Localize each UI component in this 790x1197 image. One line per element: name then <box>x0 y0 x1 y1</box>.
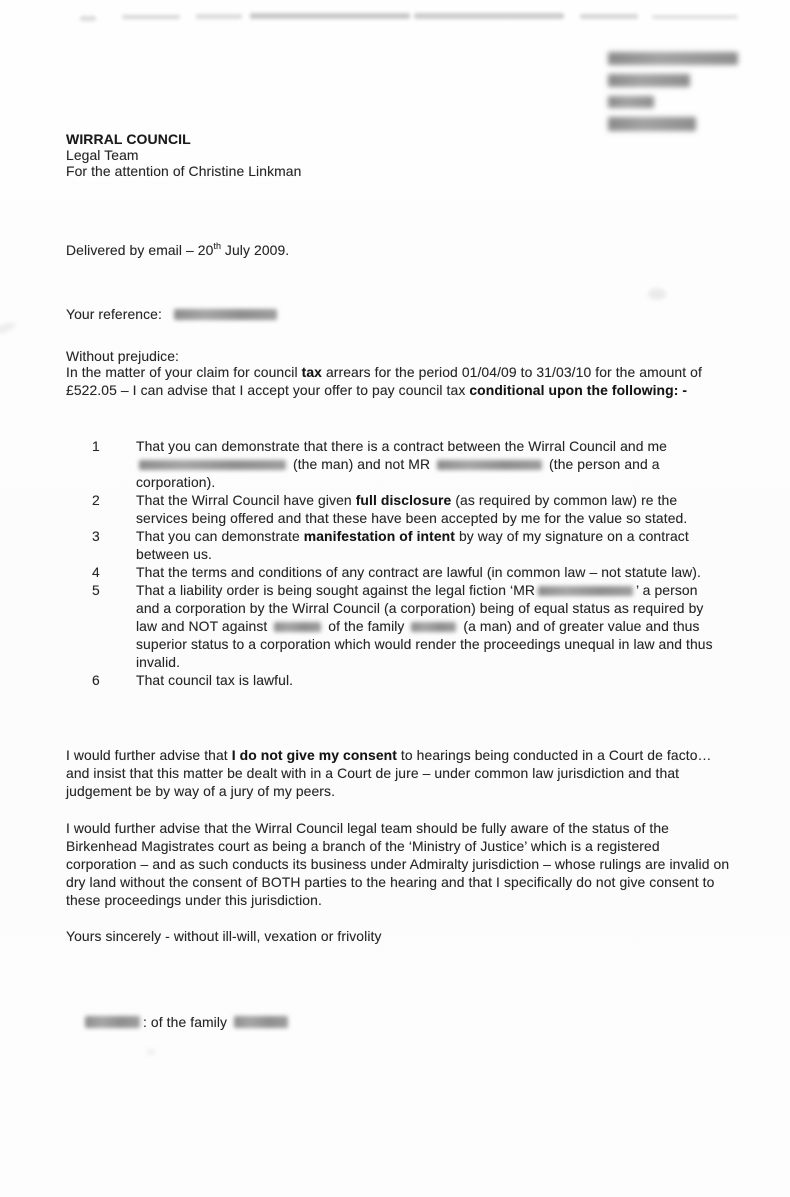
condition-item-1 <box>92 437 716 491</box>
redacted-reference <box>174 309 277 320</box>
condition-item-6 <box>92 671 716 689</box>
recipient-block <box>66 131 301 179</box>
condition-segment: That the Wirral Council have given <box>136 492 356 508</box>
intro-paragraph <box>66 363 731 399</box>
redacted-address-line <box>608 52 738 65</box>
condition-text <box>136 437 716 491</box>
redacted-address-line <box>608 117 696 131</box>
redacted-name <box>538 586 633 596</box>
sender-address-redacted <box>608 52 758 140</box>
condition-bold: manifestation of intent <box>303 528 455 544</box>
recipient-attention-line: For the attention of Christine Linkman <box>66 163 302 179</box>
reference-label: Your reference: <box>66 306 162 322</box>
recipient-department: Legal Team <box>66 147 139 163</box>
condition-text <box>136 671 716 689</box>
intro-text: arrears for the period 01/04/09 to 31/03/10 for the amount of £522.05 – I can advise that I accept your offer to pay council tax <box>66 364 702 398</box>
intro-text: In the matter of your claim for council <box>66 364 302 380</box>
condition-segment: (a man) and of greater value and thus superior status to a corporation which would render the proceedings unequal in law and thus invalid. <box>136 618 713 670</box>
recipient-organisation: WIRRAL COUNCIL <box>66 131 191 147</box>
scan-smudge <box>250 13 410 19</box>
redacted-family-name <box>234 1016 288 1028</box>
redacted-address-line <box>608 96 654 108</box>
condition-segment: ’ a person and a corporation by the Wirral Council (a corporation) being of equal status as required by law and NOT against <box>136 582 704 634</box>
condition-segment: That a liability order is being sought against the legal fiction ‘MR <box>136 582 536 598</box>
redacted-address-line <box>608 74 690 87</box>
scan-artifact <box>648 288 666 300</box>
condition-segment: (the person and a corporation). <box>136 456 660 490</box>
intro-bold-tax: tax <box>301 364 322 380</box>
paragraph-segment: I would further advise that the Wirral Council legal team should be fully aware of the status of the Birkenhead Magistrates court as being a branch of the ‘Ministry of Justice’ which is a registered corporation – and as such conducts its business under Admiralty jurisdiction – whose rulings are invalid on dry land without the consent of BOTH parties to the hearing and that I specifically do not give consent to these proceedings under this jurisdiction. <box>66 820 730 908</box>
signature-text: : of the family <box>143 1014 228 1030</box>
paragraph-bold-consent: I do not give my consent <box>231 747 397 763</box>
condition-segment: by way of my signature on a contract between us. <box>136 528 689 562</box>
redacted-name <box>411 622 456 632</box>
scan-smudge <box>414 13 564 19</box>
consent-paragraph <box>66 746 734 800</box>
condition-item-3 <box>92 527 716 563</box>
closing-line: Yours sincerely - without ill-will, vexation or frivolity <box>66 928 382 944</box>
paragraph-segment: to hearings being conducted in a Court de facto… and insist that this matter be dealt with in a Court de jure – under common law jurisdiction and that judgement be by way of a jury of my peers. <box>66 747 712 799</box>
condition-number: 5 <box>92 582 100 598</box>
scan-smudge <box>80 16 96 21</box>
scan-smudge <box>196 14 242 19</box>
condition-segment: (the man) and not MR <box>292 456 431 472</box>
condition-text <box>136 581 716 671</box>
condition-segment: That council tax is lawful. <box>136 672 294 688</box>
signature-line <box>85 1013 291 1031</box>
scan-artifact <box>146 1049 156 1055</box>
redacted-name <box>274 622 321 632</box>
condition-segment: of the family <box>328 618 405 634</box>
condition-segment: That you can demonstrate <box>136 528 304 544</box>
intro-bold-conditional: conditional upon the following: - <box>469 382 688 398</box>
condition-item-5 <box>92 581 716 671</box>
condition-segment: That you can demonstrate that there is a contract between the Wirral Council and me <box>136 438 668 454</box>
redacted-name <box>139 460 286 470</box>
condition-number: 4 <box>92 564 100 580</box>
scan-smudge <box>122 15 180 19</box>
delivery-text: Delivered by email – 20 <box>66 242 214 258</box>
condition-segment: That the terms and conditions of any contract are lawful (in common law – not statute law). <box>136 564 701 580</box>
condition-text <box>136 491 716 527</box>
conditions-list <box>92 437 716 689</box>
reference-line <box>66 305 280 323</box>
scan-smudge <box>580 14 638 19</box>
condition-number: 3 <box>92 528 100 544</box>
redacted-name <box>437 460 542 470</box>
condition-item-4 <box>92 563 716 581</box>
condition-bold: full disclosure <box>355 492 452 508</box>
paragraph-segment: I would further advise that <box>66 747 232 763</box>
condition-text <box>136 527 716 563</box>
condition-number: 6 <box>92 672 100 688</box>
redacted-first-name <box>85 1016 140 1028</box>
jurisdiction-paragraph <box>66 819 734 909</box>
date-ordinal: th <box>213 241 221 251</box>
scan-artifact <box>0 320 17 335</box>
scan-smudge <box>652 15 738 19</box>
delivery-line <box>66 237 289 259</box>
without-prejudice-heading: Without prejudice: <box>66 348 179 364</box>
condition-number: 2 <box>92 492 100 508</box>
condition-segment: (as required by common law) re the services being offered and that these have been accepted by me for the value so stated. <box>136 492 688 526</box>
condition-number: 1 <box>92 438 100 454</box>
condition-item-2 <box>92 491 716 527</box>
condition-text <box>136 563 716 581</box>
delivery-date: July 2009. <box>220 242 290 258</box>
